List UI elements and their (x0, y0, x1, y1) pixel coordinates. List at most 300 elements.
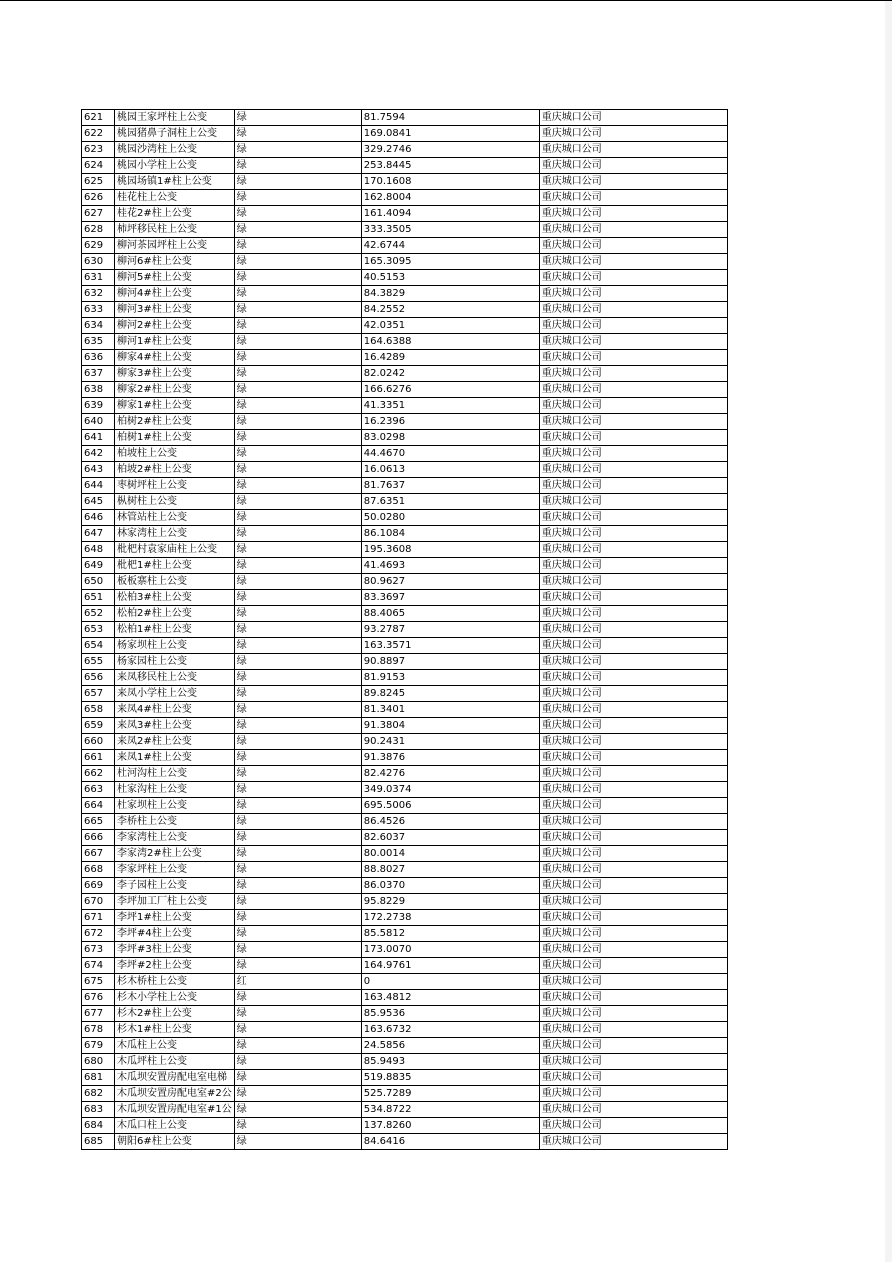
status-color-cell: 绿 (234, 110, 361, 126)
table-row (82, 670, 728, 686)
transformer-name-cell: 桂花2#柱上公变 (115, 206, 235, 222)
row-number-cell: 665 (82, 814, 115, 830)
row-number-cell: 625 (82, 174, 115, 190)
company-cell: 重庆城口公司 (539, 558, 727, 574)
load-value-cell: 84.2552 (361, 302, 539, 318)
table-row (82, 1086, 728, 1102)
row-number-cell: 677 (82, 1006, 115, 1022)
row-number-cell: 642 (82, 446, 115, 462)
transformer-name-cell: 杜河沟柱上公变 (115, 766, 235, 782)
load-value-cell: 41.4693 (361, 558, 539, 574)
status-color-cell: 绿 (234, 126, 361, 142)
status-color-cell: 绿 (234, 350, 361, 366)
status-color-cell: 绿 (234, 702, 361, 718)
load-value-cell: 85.9493 (361, 1054, 539, 1070)
company-cell: 重庆城口公司 (539, 638, 727, 654)
row-number-cell: 657 (82, 686, 115, 702)
load-value-cell: 0 (361, 974, 539, 990)
row-number-cell: 639 (82, 398, 115, 414)
status-color-cell: 绿 (234, 462, 361, 478)
table-row (82, 894, 728, 910)
load-value-cell: 89.8245 (361, 686, 539, 702)
row-number-cell: 679 (82, 1038, 115, 1054)
load-value-cell: 80.0014 (361, 846, 539, 862)
transformer-name-cell: 柳河6#柱上公变 (115, 254, 235, 270)
transformer-name-cell: 木瓜坪柱上公变 (115, 1054, 235, 1070)
row-number-cell: 627 (82, 206, 115, 222)
table-row (82, 1006, 728, 1022)
row-number-cell: 676 (82, 990, 115, 1006)
transformer-name-cell: 杨家坝柱上公变 (115, 638, 235, 654)
status-color-cell: 绿 (234, 606, 361, 622)
company-cell: 重庆城口公司 (539, 942, 727, 958)
status-color-cell: 绿 (234, 318, 361, 334)
table-row (82, 1054, 728, 1070)
table-row (82, 686, 728, 702)
status-color-cell: 绿 (234, 782, 361, 798)
row-number-cell: 653 (82, 622, 115, 638)
company-cell: 重庆城口公司 (539, 926, 727, 942)
load-value-cell: 80.9627 (361, 574, 539, 590)
load-value-cell: 16.4289 (361, 350, 539, 366)
table-row (82, 478, 728, 494)
status-color-cell: 绿 (234, 638, 361, 654)
company-cell: 重庆城口公司 (539, 190, 727, 206)
company-cell: 重庆城口公司 (539, 478, 727, 494)
load-value-cell: 163.6732 (361, 1022, 539, 1038)
load-value-cell: 81.9153 (361, 670, 539, 686)
load-value-cell: 82.0242 (361, 366, 539, 382)
row-number-cell: 675 (82, 974, 115, 990)
table-row (82, 1070, 728, 1086)
company-cell: 重庆城口公司 (539, 270, 727, 286)
status-color-cell: 绿 (234, 670, 361, 686)
transformer-name-cell: 枞树柱上公变 (115, 494, 235, 510)
status-color-cell: 绿 (234, 1086, 361, 1102)
table-row (82, 510, 728, 526)
company-cell: 重庆城口公司 (539, 1006, 727, 1022)
table-row (82, 606, 728, 622)
load-value-cell: 164.9761 (361, 958, 539, 974)
table-row (82, 414, 728, 430)
transformer-name-cell: 木瓜口柱上公变 (115, 1118, 235, 1134)
company-cell: 重庆城口公司 (539, 526, 727, 542)
transformer-name-cell: 柳家3#柱上公变 (115, 366, 235, 382)
table-row (82, 110, 728, 126)
company-cell: 重庆城口公司 (539, 174, 727, 190)
company-cell: 重庆城口公司 (539, 1086, 727, 1102)
transformer-name-cell: 柏树1#柱上公变 (115, 430, 235, 446)
status-color-cell: 绿 (234, 1022, 361, 1038)
status-color-cell: 绿 (234, 558, 361, 574)
row-number-cell: 654 (82, 638, 115, 654)
table-row (82, 830, 728, 846)
transformer-name-cell: 来凤小学柱上公变 (115, 686, 235, 702)
row-number-cell: 668 (82, 862, 115, 878)
row-number-cell: 684 (82, 1118, 115, 1134)
row-number-cell: 666 (82, 830, 115, 846)
table-row (82, 958, 728, 974)
row-number-cell: 685 (82, 1134, 115, 1150)
load-value-cell: 41.3351 (361, 398, 539, 414)
status-color-cell: 绿 (234, 478, 361, 494)
row-number-cell: 647 (82, 526, 115, 542)
table-row (82, 718, 728, 734)
status-color-cell: 绿 (234, 254, 361, 270)
row-number-cell: 662 (82, 766, 115, 782)
table-row (82, 750, 728, 766)
row-number-cell: 622 (82, 126, 115, 142)
row-number-cell: 631 (82, 270, 115, 286)
company-cell: 重庆城口公司 (539, 606, 727, 622)
load-value-cell: 42.0351 (361, 318, 539, 334)
transformer-name-cell: 桃园场镇1#柱上公变 (115, 174, 235, 190)
table-body (82, 110, 728, 1150)
company-cell: 重庆城口公司 (539, 910, 727, 926)
transformer-name-cell: 李桥柱上公变 (115, 814, 235, 830)
status-color-cell: 绿 (234, 382, 361, 398)
table-row (82, 286, 728, 302)
status-color-cell: 绿 (234, 862, 361, 878)
status-color-cell: 绿 (234, 590, 361, 606)
table-row (82, 334, 728, 350)
transformer-name-cell: 朝阳6#柱上公变 (115, 1134, 235, 1150)
load-value-cell: 163.3571 (361, 638, 539, 654)
page-top-border (0, 0, 892, 1)
transformer-name-cell: 杉木小学柱上公变 (115, 990, 235, 1006)
table-row (82, 798, 728, 814)
transformer-name-cell: 松柏3#柱上公变 (115, 590, 235, 606)
load-value-cell: 16.0613 (361, 462, 539, 478)
company-cell: 重庆城口公司 (539, 958, 727, 974)
status-color-cell: 绿 (234, 510, 361, 526)
load-value-cell: 83.0298 (361, 430, 539, 446)
status-color-cell: 绿 (234, 798, 361, 814)
table-row (82, 174, 728, 190)
row-number-cell: 656 (82, 670, 115, 686)
load-value-cell: 90.2431 (361, 734, 539, 750)
transformer-name-cell: 李家湾2#柱上公变 (115, 846, 235, 862)
company-cell: 重庆城口公司 (539, 398, 727, 414)
status-color-cell: 绿 (234, 334, 361, 350)
table-row (82, 1134, 728, 1150)
status-color-cell: 绿 (234, 1070, 361, 1086)
load-value-cell: 44.4670 (361, 446, 539, 462)
company-cell: 重庆城口公司 (539, 142, 727, 158)
transformer-name-cell: 柳河3#柱上公变 (115, 302, 235, 318)
company-cell: 重庆城口公司 (539, 462, 727, 478)
company-cell: 重庆城口公司 (539, 414, 727, 430)
row-number-cell: 682 (82, 1086, 115, 1102)
company-cell: 重庆城口公司 (539, 718, 727, 734)
load-value-cell: 82.4276 (361, 766, 539, 782)
load-value-cell: 173.0070 (361, 942, 539, 958)
table-row (82, 238, 728, 254)
status-color-cell: 绿 (234, 398, 361, 414)
transformer-name-cell: 柳河2#柱上公变 (115, 318, 235, 334)
company-cell: 重庆城口公司 (539, 366, 727, 382)
row-number-cell: 635 (82, 334, 115, 350)
status-color-cell: 绿 (234, 622, 361, 638)
table-row (82, 142, 728, 158)
company-cell: 重庆城口公司 (539, 670, 727, 686)
load-value-cell: 86.1084 (361, 526, 539, 542)
transformer-name-cell: 来凤1#柱上公变 (115, 750, 235, 766)
status-color-cell: 绿 (234, 238, 361, 254)
table-row (82, 190, 728, 206)
company-cell: 重庆城口公司 (539, 126, 727, 142)
row-number-cell: 651 (82, 590, 115, 606)
table-row (82, 430, 728, 446)
table-row (82, 302, 728, 318)
company-cell: 重庆城口公司 (539, 254, 727, 270)
transformer-name-cell: 柳河5#柱上公变 (115, 270, 235, 286)
transformer-name-cell: 松柏1#柱上公变 (115, 622, 235, 638)
table-row (82, 846, 728, 862)
row-number-cell: 640 (82, 414, 115, 430)
load-value-cell: 87.6351 (361, 494, 539, 510)
row-number-cell: 664 (82, 798, 115, 814)
company-cell: 重庆城口公司 (539, 702, 727, 718)
transformer-name-cell: 李坪#2柱上公变 (115, 958, 235, 974)
status-color-cell: 绿 (234, 142, 361, 158)
table-row (82, 942, 728, 958)
status-color-cell: 绿 (234, 574, 361, 590)
transformer-name-cell: 柳河1#柱上公变 (115, 334, 235, 350)
company-cell: 重庆城口公司 (539, 686, 727, 702)
load-value-cell: 165.3095 (361, 254, 539, 270)
status-color-cell: 绿 (234, 366, 361, 382)
table-row (82, 158, 728, 174)
row-number-cell: 672 (82, 926, 115, 942)
status-color-cell: 绿 (234, 766, 361, 782)
table-row (82, 1038, 728, 1054)
company-cell: 重庆城口公司 (539, 750, 727, 766)
load-value-cell: 42.6744 (361, 238, 539, 254)
load-value-cell: 195.3608 (361, 542, 539, 558)
row-number-cell: 645 (82, 494, 115, 510)
company-cell: 重庆城口公司 (539, 574, 727, 590)
row-number-cell: 661 (82, 750, 115, 766)
transformer-name-cell: 杉木桥柱上公变 (115, 974, 235, 990)
transformer-name-cell: 桃园小学柱上公变 (115, 158, 235, 174)
row-number-cell: 633 (82, 302, 115, 318)
row-number-cell: 680 (82, 1054, 115, 1070)
row-number-cell: 650 (82, 574, 115, 590)
load-value-cell: 90.8897 (361, 654, 539, 670)
load-value-cell: 170.1608 (361, 174, 539, 190)
row-number-cell: 637 (82, 366, 115, 382)
load-value-cell: 534.8722 (361, 1102, 539, 1118)
load-value-cell: 137.8260 (361, 1118, 539, 1134)
company-cell: 重庆城口公司 (539, 1134, 727, 1150)
row-number-cell: 663 (82, 782, 115, 798)
transformer-name-cell: 林家湾柱上公变 (115, 526, 235, 542)
company-cell: 重庆城口公司 (539, 654, 727, 670)
row-number-cell: 621 (82, 110, 115, 126)
status-color-cell: 绿 (234, 286, 361, 302)
load-value-cell: 525.7289 (361, 1086, 539, 1102)
status-color-cell: 绿 (234, 686, 361, 702)
table-row (82, 446, 728, 462)
row-number-cell: 648 (82, 542, 115, 558)
company-cell: 重庆城口公司 (539, 782, 727, 798)
status-color-cell: 绿 (234, 174, 361, 190)
load-value-cell: 40.5153 (361, 270, 539, 286)
row-number-cell: 683 (82, 1102, 115, 1118)
company-cell: 重庆城口公司 (539, 1054, 727, 1070)
table-row (82, 1022, 728, 1038)
row-number-cell: 638 (82, 382, 115, 398)
load-value-cell: 84.3829 (361, 286, 539, 302)
status-color-cell: 绿 (234, 734, 361, 750)
transformer-name-cell: 枇杷村袁家庙柱上公变 (115, 542, 235, 558)
transformer-name-cell: 木瓜坝安置房配电室#2公 (115, 1086, 235, 1102)
company-cell: 重庆城口公司 (539, 734, 727, 750)
status-color-cell: 绿 (234, 1038, 361, 1054)
table-row (82, 254, 728, 270)
load-value-cell: 16.2396 (361, 414, 539, 430)
transformer-name-cell: 枇杷1#柱上公变 (115, 558, 235, 574)
transformer-name-cell: 桃园猪鼻子洞柱上公变 (115, 126, 235, 142)
row-number-cell: 643 (82, 462, 115, 478)
transformer-name-cell: 柏坡2#柱上公变 (115, 462, 235, 478)
company-cell: 重庆城口公司 (539, 318, 727, 334)
status-color-cell: 红 (234, 974, 361, 990)
transformer-name-cell: 桂花柱上公变 (115, 190, 235, 206)
status-color-cell: 绿 (234, 222, 361, 238)
status-color-cell: 绿 (234, 302, 361, 318)
load-value-cell: 86.0370 (361, 878, 539, 894)
row-number-cell: 623 (82, 142, 115, 158)
status-color-cell: 绿 (234, 878, 361, 894)
row-number-cell: 670 (82, 894, 115, 910)
row-number-cell: 678 (82, 1022, 115, 1038)
transformer-name-cell: 桃园王家坪柱上公变 (115, 110, 235, 126)
company-cell: 重庆城口公司 (539, 862, 727, 878)
load-value-cell: 85.5812 (361, 926, 539, 942)
transformer-name-cell: 李坪#4柱上公变 (115, 926, 235, 942)
status-color-cell: 绿 (234, 158, 361, 174)
table-row (82, 494, 728, 510)
load-value-cell: 169.0841 (361, 126, 539, 142)
transformer-name-cell: 李子园柱上公变 (115, 878, 235, 894)
load-value-cell: 88.4065 (361, 606, 539, 622)
transformer-name-cell: 杉木1#柱上公变 (115, 1022, 235, 1038)
company-cell: 重庆城口公司 (539, 446, 727, 462)
table-row (82, 318, 728, 334)
table-row (82, 654, 728, 670)
status-color-cell: 绿 (234, 942, 361, 958)
company-cell: 重庆城口公司 (539, 334, 727, 350)
row-number-cell: 673 (82, 942, 115, 958)
table-row (82, 974, 728, 990)
table-row (82, 382, 728, 398)
table-row (82, 462, 728, 478)
status-color-cell: 绿 (234, 926, 361, 942)
row-number-cell: 674 (82, 958, 115, 974)
status-color-cell: 绿 (234, 894, 361, 910)
table-row (82, 766, 728, 782)
transformer-name-cell: 李坪#3柱上公变 (115, 942, 235, 958)
status-color-cell: 绿 (234, 446, 361, 462)
status-color-cell: 绿 (234, 1118, 361, 1134)
transformer-name-cell: 来凤4#柱上公变 (115, 702, 235, 718)
row-number-cell: 671 (82, 910, 115, 926)
company-cell: 重庆城口公司 (539, 590, 727, 606)
transformer-name-cell: 柳家2#柱上公变 (115, 382, 235, 398)
load-value-cell: 333.3505 (361, 222, 539, 238)
company-cell: 重庆城口公司 (539, 110, 727, 126)
table-row (82, 590, 728, 606)
status-color-cell: 绿 (234, 814, 361, 830)
company-cell: 重庆城口公司 (539, 814, 727, 830)
status-color-cell: 绿 (234, 494, 361, 510)
status-color-cell: 绿 (234, 206, 361, 222)
company-cell: 重庆城口公司 (539, 286, 727, 302)
table-row (82, 1102, 728, 1118)
status-color-cell: 绿 (234, 990, 361, 1006)
load-value-cell: 81.7637 (361, 478, 539, 494)
company-cell: 重庆城口公司 (539, 974, 727, 990)
load-value-cell: 91.3876 (361, 750, 539, 766)
load-value-cell: 85.9536 (361, 1006, 539, 1022)
transformer-name-cell: 李家湾柱上公变 (115, 830, 235, 846)
table-row (82, 878, 728, 894)
company-cell: 重庆城口公司 (539, 830, 727, 846)
row-number-cell: 658 (82, 702, 115, 718)
table-row (82, 814, 728, 830)
company-cell: 重庆城口公司 (539, 302, 727, 318)
table-row (82, 558, 728, 574)
load-value-cell: 253.8445 (361, 158, 539, 174)
company-cell: 重庆城口公司 (539, 894, 727, 910)
transformer-name-cell: 林管站柱上公变 (115, 510, 235, 526)
row-number-cell: 659 (82, 718, 115, 734)
transformer-name-cell: 木瓜坝安置房配电室#1公 (115, 1102, 235, 1118)
row-number-cell: 655 (82, 654, 115, 670)
transformer-name-cell: 杜家坝柱上公变 (115, 798, 235, 814)
company-cell: 重庆城口公司 (539, 510, 727, 526)
status-color-cell: 绿 (234, 718, 361, 734)
table-row (82, 622, 728, 638)
company-cell: 重庆城口公司 (539, 1118, 727, 1134)
load-value-cell: 164.6388 (361, 334, 539, 350)
row-number-cell: 649 (82, 558, 115, 574)
company-cell: 重庆城口公司 (539, 382, 727, 398)
company-cell: 重庆城口公司 (539, 430, 727, 446)
transformer-name-cell: 柿坪移民柱上公变 (115, 222, 235, 238)
company-cell: 重庆城口公司 (539, 1070, 727, 1086)
transformer-name-cell: 来凤3#柱上公变 (115, 718, 235, 734)
load-value-cell: 95.8229 (361, 894, 539, 910)
load-value-cell: 93.2787 (361, 622, 539, 638)
transformer-name-cell: 板板寨柱上公变 (115, 574, 235, 590)
table-row (82, 542, 728, 558)
transformer-name-cell: 李坪1#柱上公变 (115, 910, 235, 926)
status-color-cell: 绿 (234, 910, 361, 926)
transformer-name-cell: 来凤移民柱上公变 (115, 670, 235, 686)
status-color-cell: 绿 (234, 846, 361, 862)
status-color-cell: 绿 (234, 750, 361, 766)
status-color-cell: 绿 (234, 1006, 361, 1022)
load-value-cell: 50.0280 (361, 510, 539, 526)
status-color-cell: 绿 (234, 958, 361, 974)
transformer-name-cell: 柏坡柱上公变 (115, 446, 235, 462)
company-cell: 重庆城口公司 (539, 206, 727, 222)
status-color-cell: 绿 (234, 270, 361, 286)
status-color-cell: 绿 (234, 1102, 361, 1118)
